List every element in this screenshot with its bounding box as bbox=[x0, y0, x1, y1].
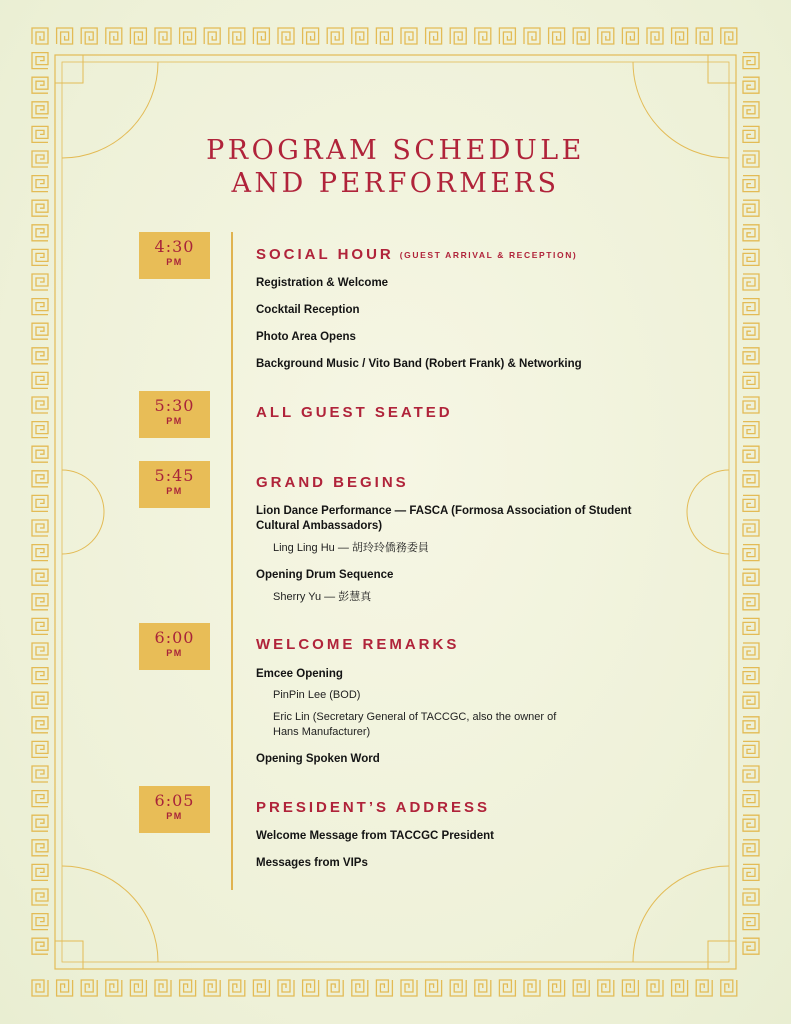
greek-key-tile bbox=[721, 28, 737, 44]
greek-key-tile bbox=[672, 980, 688, 996]
greek-key-tile bbox=[180, 28, 196, 44]
greek-key-tile bbox=[303, 28, 319, 44]
greek-key-tile bbox=[450, 28, 466, 44]
greek-key-tile bbox=[743, 225, 759, 241]
greek-key-tile bbox=[450, 980, 466, 996]
schedule-item: Messages from VIPs bbox=[256, 857, 368, 869]
title-line-2: AND PERFORMERS bbox=[231, 168, 560, 199]
greek-key-tile bbox=[475, 28, 491, 44]
greek-key-tile bbox=[130, 28, 146, 44]
greek-key-tile bbox=[81, 980, 97, 996]
greek-key-tile bbox=[743, 766, 759, 782]
section-heading-text: SOCIAL HOUR bbox=[256, 246, 394, 263]
greek-key-tile bbox=[743, 200, 759, 216]
greek-key-tile bbox=[32, 980, 48, 996]
greek-key-tile bbox=[32, 28, 48, 44]
greek-key-tile bbox=[647, 28, 663, 44]
greek-key-tile bbox=[598, 28, 614, 44]
greek-key-tile bbox=[32, 200, 48, 216]
greek-key-tile bbox=[32, 77, 48, 93]
greek-key-tile bbox=[32, 249, 48, 265]
greek-key-tile bbox=[743, 446, 759, 462]
time-value: 5:30 bbox=[154, 396, 195, 415]
greek-key-tile bbox=[32, 495, 48, 511]
greek-key-tile bbox=[696, 980, 712, 996]
greek-key-tile bbox=[743, 422, 759, 438]
greek-key-tile bbox=[743, 520, 759, 536]
greek-key-tile bbox=[32, 692, 48, 708]
greek-key-tile bbox=[743, 594, 759, 610]
greek-key-tile bbox=[743, 77, 759, 93]
greek-key-tile bbox=[573, 980, 589, 996]
greek-key-tile bbox=[352, 980, 368, 996]
greek-key-tile bbox=[743, 864, 759, 880]
greek-key-tile bbox=[743, 53, 759, 69]
greek-key-tile bbox=[401, 980, 417, 996]
greek-key-tile bbox=[743, 668, 759, 684]
section-heading: PRESIDENT’S ADDRESS bbox=[256, 799, 490, 816]
time-ampm: PM bbox=[166, 648, 183, 658]
greek-key-tile bbox=[743, 397, 759, 413]
greek-key-tile bbox=[32, 323, 48, 339]
greek-key-tile bbox=[155, 980, 171, 996]
greek-key-tile bbox=[32, 889, 48, 905]
greek-key-tile bbox=[549, 28, 565, 44]
greek-key-tile bbox=[743, 741, 759, 757]
section-heading: ALL GUEST SEATED bbox=[256, 404, 453, 421]
greek-key-tile bbox=[401, 28, 417, 44]
greek-key-tile bbox=[376, 980, 392, 996]
greek-key-tile bbox=[743, 274, 759, 290]
greek-key-tile bbox=[32, 741, 48, 757]
schedule-subitem: Eric Lin (Secretary General of TACCGC, also the owner of Hans Manufacturer) bbox=[273, 711, 557, 738]
time-value: 5:45 bbox=[154, 466, 195, 485]
greek-key-tile bbox=[743, 372, 759, 388]
greek-key-tile bbox=[598, 980, 614, 996]
schedule-item: Opening Spoken Word bbox=[256, 753, 380, 765]
greek-key-tile bbox=[32, 299, 48, 315]
greek-key-tile bbox=[32, 815, 48, 831]
greek-key-tile bbox=[426, 28, 442, 44]
time-ampm: PM bbox=[166, 416, 183, 426]
greek-key-tile bbox=[32, 618, 48, 634]
greek-key-tile bbox=[57, 28, 73, 44]
greek-key-tile bbox=[743, 495, 759, 511]
section-heading: GRAND BEGINS bbox=[256, 474, 409, 491]
time-badge bbox=[139, 391, 210, 438]
schedule-item: Lion Dance Performance — FASCA (Formosa Association of Student Cultural Ambassadors) bbox=[256, 505, 632, 532]
greek-key-tile bbox=[32, 53, 48, 69]
greek-key-tile bbox=[32, 938, 48, 954]
greek-key-tile bbox=[32, 446, 48, 462]
time-badge bbox=[139, 623, 210, 670]
timeline-line bbox=[231, 232, 233, 890]
greek-key-tile bbox=[743, 938, 759, 954]
greek-key-tile bbox=[130, 980, 146, 996]
schedule-item: Welcome Message from TACCGC President bbox=[256, 830, 494, 842]
schedule-subitem: Ling Ling Hu — 胡玲玲僑務委員 bbox=[273, 542, 429, 554]
time-badge bbox=[139, 232, 210, 279]
greek-key-tile bbox=[696, 28, 712, 44]
greek-key-tile bbox=[229, 980, 245, 996]
greek-key-tile bbox=[721, 980, 737, 996]
time-value: 4:30 bbox=[154, 237, 195, 256]
greek-key-tile bbox=[32, 372, 48, 388]
greek-key-tile bbox=[32, 914, 48, 930]
greek-key-tile bbox=[499, 980, 515, 996]
greek-key-tile bbox=[743, 102, 759, 118]
section-heading bbox=[256, 246, 577, 264]
schedule-item: Emcee Opening bbox=[256, 668, 343, 680]
greek-key-tile bbox=[743, 348, 759, 364]
greek-key-tile bbox=[32, 569, 48, 585]
schedule-subitem: PinPin Lee (BOD) bbox=[273, 689, 361, 701]
greek-key-tile bbox=[622, 980, 638, 996]
greek-key-tile bbox=[743, 569, 759, 585]
greek-key-tile bbox=[549, 980, 565, 996]
greek-key-tile bbox=[229, 28, 245, 44]
greek-key-tile bbox=[743, 717, 759, 733]
greek-key-tile bbox=[524, 28, 540, 44]
greek-key-tile bbox=[32, 840, 48, 856]
greek-key-tile bbox=[352, 28, 368, 44]
schedule-item: Cocktail Reception bbox=[256, 304, 360, 316]
greek-key-tile bbox=[180, 980, 196, 996]
greek-key-tile bbox=[475, 980, 491, 996]
greek-key-tile bbox=[32, 397, 48, 413]
greek-key-tile bbox=[204, 28, 220, 44]
greek-key-tile bbox=[743, 471, 759, 487]
greek-key-tile bbox=[32, 348, 48, 364]
greek-key-tile bbox=[32, 864, 48, 880]
greek-key-tile bbox=[32, 717, 48, 733]
time-ampm: PM bbox=[166, 811, 183, 821]
greek-key-tile bbox=[743, 643, 759, 659]
time-value: 6:05 bbox=[154, 791, 195, 810]
greek-key-tile bbox=[499, 28, 515, 44]
greek-key-tile bbox=[647, 980, 663, 996]
greek-key-tile bbox=[253, 980, 269, 996]
greek-key-tile bbox=[57, 980, 73, 996]
greek-key-tile bbox=[155, 28, 171, 44]
greek-key-tile bbox=[32, 471, 48, 487]
greek-key-tile bbox=[303, 980, 319, 996]
time-badge bbox=[139, 461, 210, 508]
greek-key-tile bbox=[573, 28, 589, 44]
greek-key-tile bbox=[743, 840, 759, 856]
greek-key-tile bbox=[743, 914, 759, 930]
greek-key-tile bbox=[743, 791, 759, 807]
greek-key-tile bbox=[106, 28, 122, 44]
greek-key-tile bbox=[32, 643, 48, 659]
time-ampm: PM bbox=[166, 257, 183, 267]
greek-key-tile bbox=[743, 299, 759, 315]
greek-key-tile bbox=[32, 766, 48, 782]
greek-key-tile bbox=[743, 618, 759, 634]
greek-key-tile bbox=[32, 520, 48, 536]
schedule-item: Registration & Welcome bbox=[256, 277, 389, 289]
greek-key-tile bbox=[81, 28, 97, 44]
greek-key-tile bbox=[32, 791, 48, 807]
greek-key-tile bbox=[743, 692, 759, 708]
greek-key-tile bbox=[327, 28, 343, 44]
greek-key-tile bbox=[743, 815, 759, 831]
greek-key-tile bbox=[32, 545, 48, 561]
greek-key-tile bbox=[253, 28, 269, 44]
greek-key-tile bbox=[278, 28, 294, 44]
time-badge bbox=[139, 786, 210, 833]
title-line-1: PROGRAM SCHEDULE bbox=[206, 135, 585, 166]
greek-key-tile bbox=[743, 545, 759, 561]
greek-key-tile bbox=[327, 980, 343, 996]
greek-key-tile bbox=[622, 28, 638, 44]
greek-key-tile bbox=[376, 28, 392, 44]
page-title bbox=[0, 134, 791, 200]
schedule-item: Background Music / Vito Band (Robert Frank) & Networking bbox=[256, 358, 582, 370]
greek-key-tile bbox=[32, 102, 48, 118]
greek-key-tile bbox=[32, 422, 48, 438]
time-value: 6:00 bbox=[154, 628, 195, 647]
greek-key-tile bbox=[743, 889, 759, 905]
schedule-item: Opening Drum Sequence bbox=[256, 569, 394, 581]
greek-key-tile bbox=[32, 668, 48, 684]
schedule-subitem: Sherry Yu — 彭慧真 bbox=[273, 591, 372, 603]
section-subheading: (GUEST ARRIVAL & RECEPTION) bbox=[399, 250, 578, 260]
greek-key-tile bbox=[204, 980, 220, 996]
section-heading: WELCOME REMARKS bbox=[256, 636, 460, 653]
greek-key-tile bbox=[743, 249, 759, 265]
greek-key-tile bbox=[32, 225, 48, 241]
greek-key-tile bbox=[672, 28, 688, 44]
greek-key-tile bbox=[32, 274, 48, 290]
greek-key-tile bbox=[106, 980, 122, 996]
greek-key-tile bbox=[32, 594, 48, 610]
schedule-item: Photo Area Opens bbox=[256, 331, 356, 343]
greek-key-tile bbox=[426, 980, 442, 996]
greek-key-tile bbox=[524, 980, 540, 996]
time-ampm: PM bbox=[166, 486, 183, 496]
greek-key-tile bbox=[278, 980, 294, 996]
greek-key-tile bbox=[743, 323, 759, 339]
